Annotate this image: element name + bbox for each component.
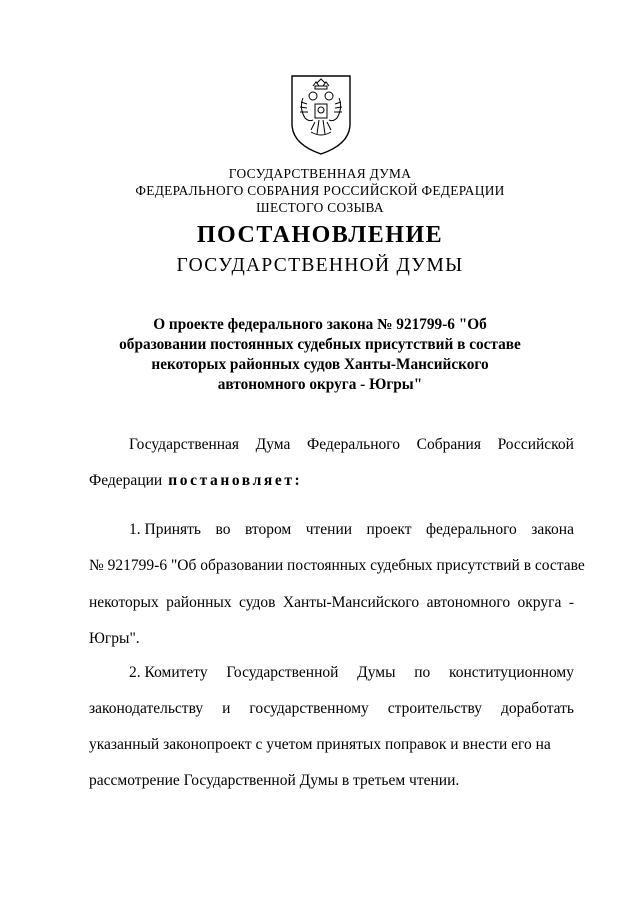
item1-word: закона (531, 521, 574, 538)
item2-word: Государственной (226, 664, 339, 681)
item1-word: втором (244, 521, 292, 538)
item2-word: Думы (357, 664, 396, 681)
item2-word: доработать (501, 700, 574, 717)
decree-word: постановляет: (168, 472, 303, 489)
item1-line-3 (89, 594, 574, 612)
preamble-word: Государственная (129, 436, 240, 453)
preamble-word: Федерации (89, 472, 163, 489)
preamble-line-1 (129, 436, 574, 454)
item1-word: судов (239, 594, 276, 611)
item1-word: 1. Принять (129, 521, 202, 538)
item2-line-2 (89, 700, 574, 718)
about-line-1: О проекте федерального закона № 921799-6 "Об (153, 316, 487, 333)
item1-word: проект (366, 521, 412, 538)
item2-word: законодательству (89, 700, 204, 717)
item2-line-1 (129, 664, 574, 682)
russian-coat-of-arms-icon (289, 74, 353, 156)
about-line-3: некоторых районных судов Ханты-Мансийского (151, 356, 489, 373)
item2-word: строительству (387, 700, 483, 717)
item1-word: Ханты-Мансийского (282, 594, 420, 611)
item1-word: - (568, 594, 574, 611)
document-subtitle: ГОСУДАРСТВЕННОЙ ДУМЫ (176, 255, 464, 276)
preamble-word: Российской (497, 436, 574, 453)
item2-line-4: рассмотрение Государственной Думы в третьем чтении. (89, 772, 460, 789)
preamble-word: Дума (255, 436, 291, 453)
item2-line-3: указанный законопроект с учетом принятых поправок и внести его на (89, 736, 551, 753)
item2-word: государственному (249, 700, 369, 717)
item1-word: районных (166, 594, 232, 611)
preamble-word: Федерального (306, 436, 401, 453)
header-line-convocation: ШЕСТОГО СОЗЫВА (256, 200, 384, 215)
item2-word: 2. Комитету (129, 664, 208, 681)
about-line-2: образовании постоянных судебных присутствий в составе (119, 336, 521, 353)
item1-word: округа (517, 594, 562, 611)
item1-line-2: № 921799-6 "Об образовании постоянных судебных присутствий в составе (89, 557, 585, 574)
item1-word: некоторых (89, 594, 159, 611)
item1-word: федерального (425, 521, 517, 538)
about-line-4: автономного округа - Югры" (217, 376, 423, 393)
item2-word: и (222, 700, 231, 717)
item1-word: во (215, 521, 231, 538)
document-title: ПОСТАНОВЛЕНИЕ (196, 222, 444, 248)
item1-word: автономного (426, 594, 511, 611)
header-line-duma: ГОСУДАРСТВЕННАЯ ДУМА (228, 166, 412, 181)
item2-word: конституционному (448, 664, 574, 681)
header-line-federal-assembly: ФЕДЕРАЛЬНОГО СОБРАНИЯ РОССИЙСКОЙ ФЕДЕРАЦИИ (135, 183, 505, 198)
preamble-line-2 (89, 472, 574, 490)
item1-line-1 (129, 521, 574, 539)
item2-word: по (414, 664, 431, 681)
item1-word: чтении (305, 521, 353, 538)
item1-line-4: Югры". (89, 630, 140, 647)
preamble-word: Собрания (416, 436, 481, 453)
